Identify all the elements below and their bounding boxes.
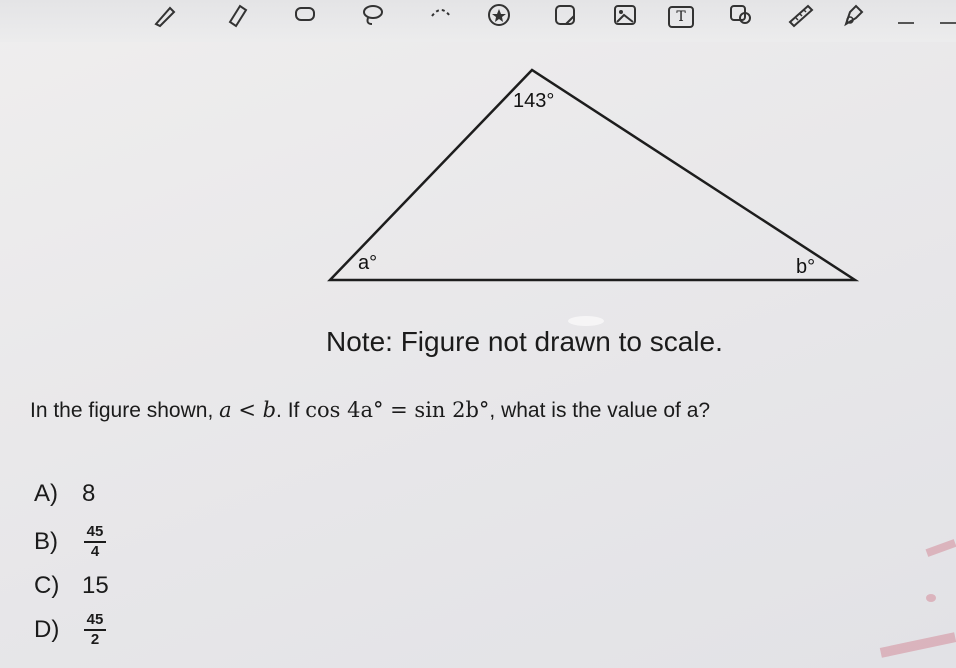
triangle-outline bbox=[330, 70, 855, 280]
choice-fraction bbox=[84, 612, 106, 648]
figure-note: Note: Figure not drawn to scale. bbox=[326, 326, 723, 357]
angle-label-top: 143° bbox=[513, 90, 555, 112]
minimize-icon[interactable] bbox=[898, 22, 914, 24]
question-prefix: In the figure shown, bbox=[30, 399, 220, 422]
triangle-figure bbox=[320, 62, 865, 294]
pink-marker-stroke bbox=[880, 632, 956, 658]
choice-fraction bbox=[84, 524, 106, 560]
toolbar bbox=[0, 0, 956, 42]
star-sticker-icon[interactable] bbox=[486, 2, 512, 28]
pen-icon[interactable] bbox=[152, 2, 178, 28]
choice-b[interactable] bbox=[34, 524, 106, 560]
note-icon[interactable] bbox=[552, 2, 578, 28]
choice-letter: C) bbox=[34, 572, 60, 599]
shape-icon[interactable] bbox=[428, 2, 454, 28]
screen-glare bbox=[568, 316, 604, 326]
choice-a[interactable] bbox=[34, 480, 95, 508]
pink-marker-stroke bbox=[926, 539, 956, 557]
choice-letter: D) bbox=[34, 616, 60, 643]
fraction-denominator: 2 bbox=[90, 631, 100, 648]
choice-value: 15 bbox=[82, 572, 109, 599]
question-text bbox=[30, 398, 710, 423]
choice-letter: A) bbox=[34, 480, 58, 507]
pink-marker-dot bbox=[926, 594, 936, 602]
choice-d[interactable] bbox=[34, 612, 106, 648]
choice-value: 8 bbox=[82, 480, 96, 507]
lasso-icon[interactable] bbox=[360, 2, 386, 28]
angle-label-b: b° bbox=[796, 256, 816, 278]
choice-letter: B) bbox=[34, 528, 58, 555]
question-condition: a < b bbox=[219, 398, 277, 422]
fraction-denominator: 4 bbox=[90, 543, 100, 560]
question-middle: . If bbox=[276, 399, 306, 422]
question-suffix: , what is the value of a? bbox=[489, 399, 711, 422]
fraction-numerator: 45 bbox=[86, 611, 104, 628]
ruler-icon[interactable] bbox=[788, 2, 814, 28]
overflow-icon[interactable] bbox=[940, 22, 956, 24]
triangle-svg bbox=[320, 62, 865, 294]
question-equation: cos 4a° = sin 2b° bbox=[305, 398, 490, 422]
color-icon[interactable] bbox=[840, 2, 866, 28]
text-tool-button[interactable]: T bbox=[668, 6, 694, 28]
fraction-numerator: 45 bbox=[86, 523, 104, 540]
image-icon[interactable] bbox=[612, 2, 638, 28]
choice-c[interactable] bbox=[34, 572, 109, 600]
magic-icon[interactable] bbox=[728, 2, 754, 28]
highlighter-icon[interactable] bbox=[224, 2, 250, 28]
eraser-icon[interactable] bbox=[292, 2, 318, 28]
angle-label-a: a° bbox=[358, 252, 378, 274]
